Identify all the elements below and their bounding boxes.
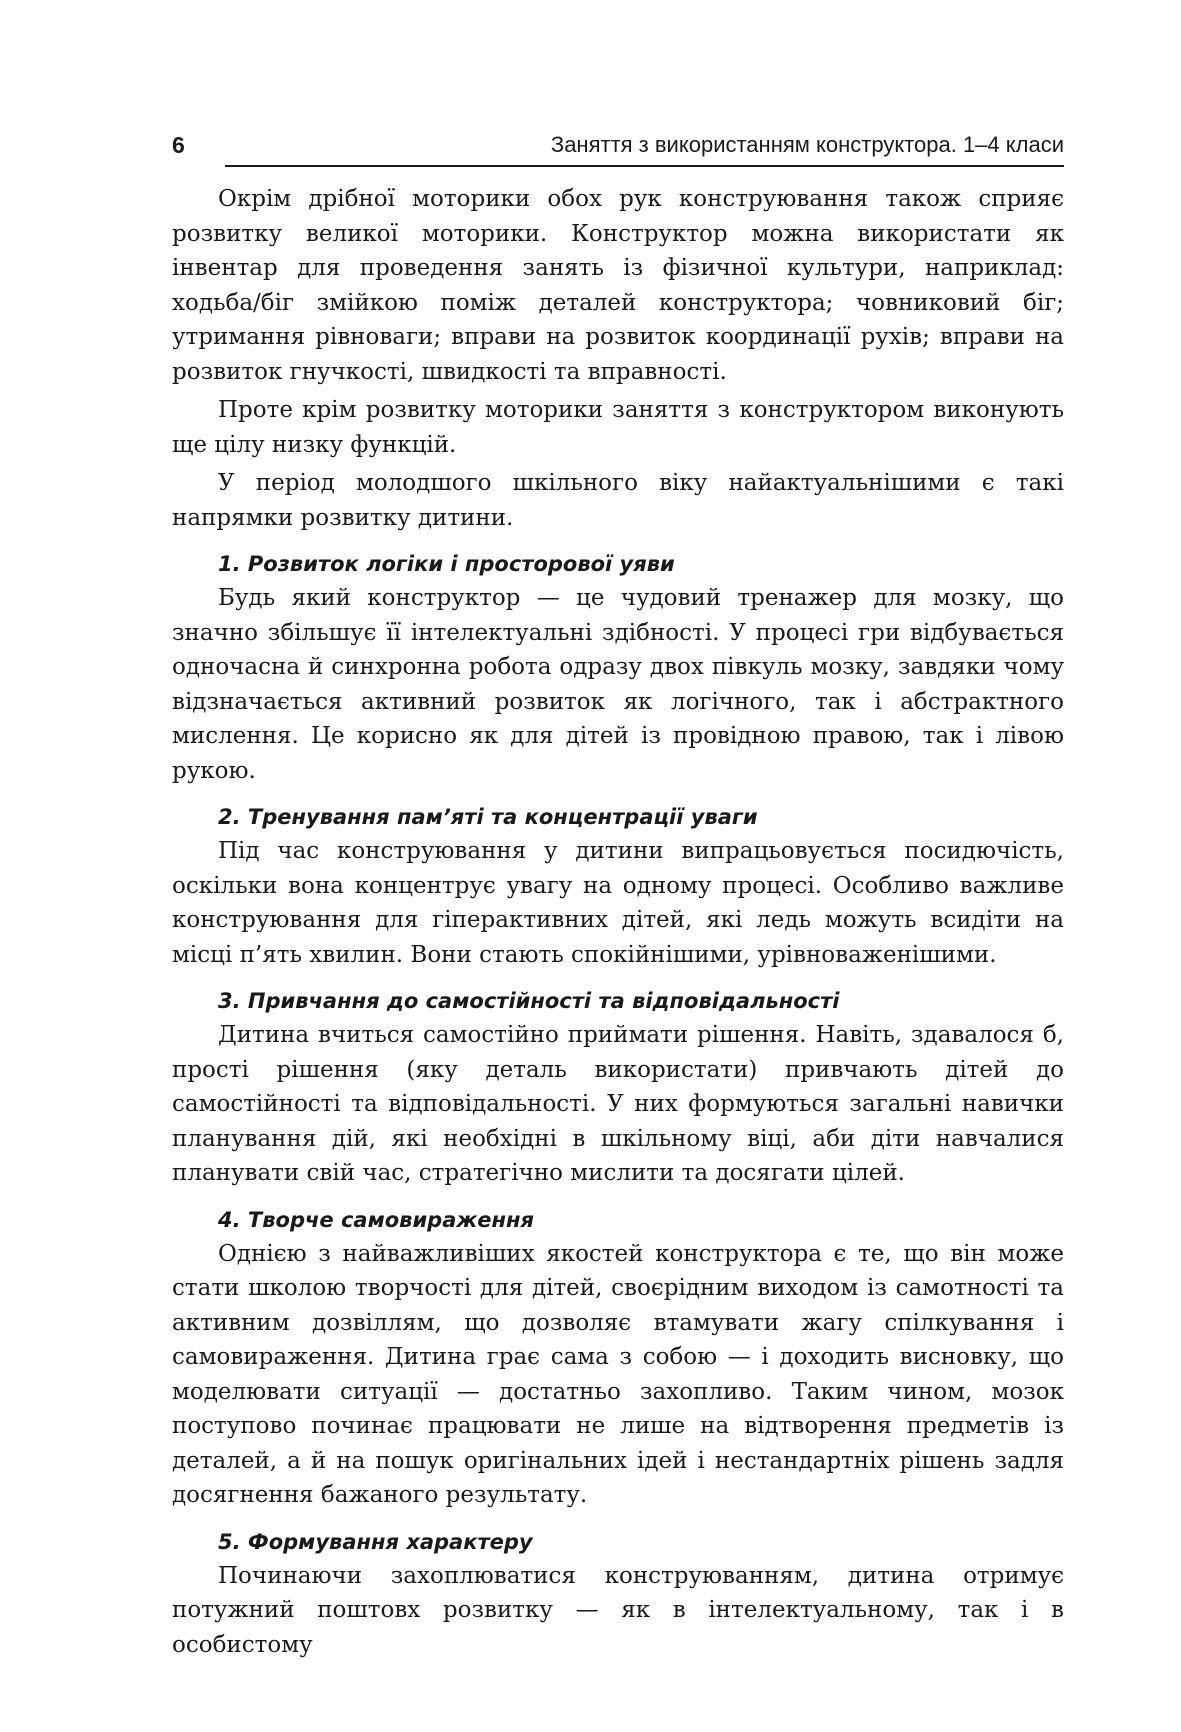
section-heading: 5. Формування характеру bbox=[218, 1529, 533, 1554]
paragraph: Проте крім розвитку моторики заняття з конструктором виконують ще цілу низку функцій. bbox=[172, 397, 1064, 458]
page-number: 6 bbox=[172, 132, 185, 158]
section-paragraph: Будь який конструктор — це чудовий тренажер для мозку, що значно збільшує її інтелектуальні здібності. У процесі гри відбувається одночасна й синхронна робота одразу двох півкуль мозку, завдяки чому відзначається активний розвиток як логічного, так і абстрактного мислення. Це корисно як для дітей із провідною правою, так і лівою рукою. bbox=[172, 585, 1064, 784]
header-rule bbox=[225, 165, 1064, 167]
section-heading: 1. Розвиток логіки і просторової уяви bbox=[218, 552, 675, 576]
section-heading: 2. Тренування пам’яті та концентрації уваги bbox=[218, 805, 758, 829]
page-body bbox=[172, 182, 1064, 1662]
section-paragraph: Починаючи захоплюватися конструюванням, дитина отримує потужний поштовх розвитку — як в інтелектуальному, так і в особистому bbox=[172, 1562, 1064, 1658]
paragraph: Окрім дрібної моторики обох рук конструювання також сприяє розвитку великої моторики. Конструктор можна використати як інвентар для проведення занять із фізичної культури, наприклад: ходьба/біг змійкою поміж деталей конструктора; човниковий біг; утримання рівноваги; вправи на розвиток координації рухів; вправи на розвиток гнучкості, швидкості та вправності. bbox=[172, 186, 1064, 385]
section-paragraph: Однією з найважливіших якостей конструктора є те, що він може стати школою творчості для дітей, своєрідним виходом із самотності та активним дозвіллям, що дозволяє втамувати жагу спілкування і самовираження. Дитина грає сама з собою — і доходить висновку, що моделювати ситуації — достатньо захопливо. Таким чином, мозок поступово починає працювати не лише на відтворення предметів із деталей, а й на пошук оригінальних ідей і нестандартніх рішень задля досягнення бажаного результату. bbox=[172, 1240, 1064, 1508]
running-title: Заняття з використанням конструктора. 1–4 класи bbox=[550, 132, 1064, 157]
section-paragraph: Під час конструювання у дитини випрацьовується посидючість, оскільки вона концентрує увагу на одному процесі. Особливо важливе конструювання для гіперактивних дітей, які ледь можуть всидіти на місці п’ять хвилин. Вони стають спокійнішими, урівноваженішими. bbox=[172, 838, 1064, 968]
section-paragraph: Дитина вчиться самостійно приймати рішення. Навіть, здавалося б, прості рішення (яку деталь використати) привчають дітей до самостійності та відповідальності. У них формуються загальні навички планування дій, які необхідні в шкільному віці, аби діти навчалися планувати свій час, стратегічно мислити та досягати цілей. bbox=[172, 1022, 1064, 1186]
paragraph: У період молодшого шкільного віку найактуальнішими є такі напрямки розвитку дитини. bbox=[172, 470, 1064, 531]
section-heading: 4. Творче самовираження bbox=[218, 1207, 535, 1232]
page-header bbox=[172, 132, 1064, 168]
section-heading: 3. Привчання до самостійності та відповідальності bbox=[218, 989, 840, 1013]
